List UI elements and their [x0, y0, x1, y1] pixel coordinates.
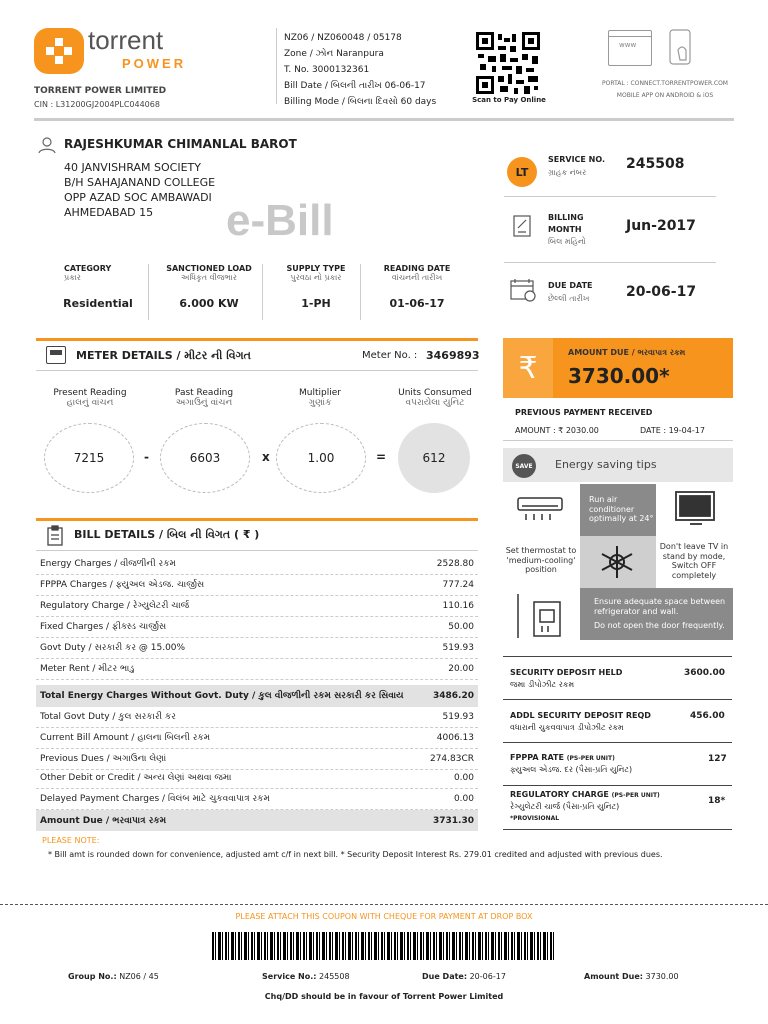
reg-value: 18* [708, 796, 726, 806]
category-label: CATEGORY [64, 264, 112, 273]
snowflake-icon [598, 544, 636, 584]
amount-due-row [36, 810, 478, 831]
tip-tv: Don't leave TV in stand by mode, Switch OFF completely [659, 542, 729, 580]
reg-label-text: REGULATORY CHARGE [510, 790, 609, 799]
supply-value: 1-PH [301, 297, 331, 310]
group-value: NZ06 / 45 [119, 972, 159, 981]
ac-icon [514, 494, 566, 528]
meter-no: 3469893 [426, 349, 480, 362]
reg-prov: *PROVISIONAL [510, 815, 560, 822]
mobile-app-icon [660, 28, 700, 68]
header-rule [34, 118, 734, 121]
customer-name: RAJESHKUMAR CHIMANLAL BAROT [64, 137, 297, 151]
sd-label: SECURITY DEPOSIT HELD [510, 668, 623, 677]
sd-value: 3600.00 [684, 668, 725, 678]
billing-label-1: BILLING [548, 213, 584, 222]
past-guj: અગાઉનું વાંચન [175, 398, 233, 408]
fppa-value: 127 [708, 754, 727, 764]
logo-sub: POWER [122, 56, 187, 71]
bill-row-label: Total Govt Duty / કુલ સરકારી કર [40, 712, 176, 722]
tip-ac: Run air conditioner optimally at 24° [589, 495, 654, 524]
company-name: TORRENT POWER LIMITED [34, 86, 167, 96]
bill-row [36, 728, 478, 749]
note-title: PLEASE NOTE: [42, 836, 100, 845]
meter-no-label: Meter No. : [362, 350, 418, 361]
coupon-amount-label: Amount Due: [584, 972, 643, 981]
supply-label: SUPPLY TYPE [286, 264, 346, 273]
bill-row [36, 749, 478, 770]
bill-row-value: 519.93 [442, 643, 474, 653]
app-info: MOBILE APP ON ANDROID & iOS [616, 92, 714, 99]
load-label: SANCTIONED LOAD [166, 264, 252, 273]
past-header [154, 388, 254, 408]
bill-title: BILL DETAILS / બિલ ની વિગત ( ₹ ) [74, 528, 260, 541]
bill-row-value: 50.00 [448, 622, 474, 632]
units-label: Units Consumed [398, 388, 472, 398]
reading-value: 01-06-17 [389, 297, 445, 310]
coupon-favour: Chq/DD should be in favour of Torrent Power Limited [264, 992, 504, 1001]
zone-code: NZ06 / NZ060048 / 05178 [284, 33, 402, 43]
billing-mode: Billing Mode / બિલના દિવસો 60 days [284, 97, 437, 107]
company-cin: CIN : L31200GJ2004PLC044068 [34, 100, 160, 109]
category-guj: પ્રકાર [64, 273, 81, 282]
coupon-amount-value: 3730.00 [645, 972, 679, 981]
supply-info [36, 264, 476, 324]
amount-due-row-label: Amount Due / ભરવાપાત્ર રકમ [40, 815, 167, 826]
zone: Zone / ઝોન Naranpura [284, 49, 384, 59]
meter-title: METER DETAILS / મીટર ની વિગત [76, 349, 251, 362]
bill-row [36, 707, 478, 728]
asd-value: 456.00 [690, 711, 725, 721]
coupon-due-value: 20-06-17 [469, 972, 506, 981]
present-header [40, 388, 140, 408]
bill-row-value: 0.00 [453, 773, 474, 783]
bill-row-value: 274.83CR [429, 754, 474, 764]
customer-address [64, 160, 215, 220]
bill-row [36, 638, 478, 659]
fppa-unit: (PS-PER UNIT) [566, 755, 615, 762]
tip-fridge-door: Do not open the door frequently. [594, 621, 725, 630]
tips-title: Energy saving tips [555, 458, 657, 471]
logo-icon [34, 28, 84, 74]
bill-row-value: 20.00 [448, 664, 474, 674]
bill-row [36, 789, 478, 810]
asd-label: ADDL SECURITY DEPOSIT REQD [510, 711, 651, 720]
fppa-label-text: FPPPA RATE [510, 753, 564, 762]
portal-url[interactable]: PORTAL : CONNECT.TORRENTPOWER.COM [602, 80, 728, 87]
past-reading: 6603 [160, 423, 250, 493]
bill-row [36, 575, 478, 596]
calendar-icon [510, 278, 536, 306]
web-portal-icon [608, 30, 652, 66]
rupee-icon: ₹ [503, 338, 553, 398]
bill-row-value: 0.00 [453, 794, 474, 804]
due-label: DUE DATE [548, 281, 593, 290]
billing-label-2: MONTH [548, 225, 582, 234]
coupon-group [68, 972, 159, 981]
address-line: 40 JANVISHRAM SOCIETY [64, 161, 201, 174]
bill-meta [284, 30, 436, 110]
present-reading: 7215 [44, 423, 134, 493]
bill-date: Bill Date / બિલની તારીખ 06-06-17 [284, 81, 426, 91]
service-guj: ગ્રાહક નંબર [548, 168, 587, 177]
prev-payment-date: DATE : 19-04-17 [640, 426, 705, 435]
multiplier: 1.00 [276, 423, 366, 493]
bill-icon [512, 214, 532, 242]
mult-label: Multiplier [299, 388, 341, 398]
amount-due-value: 3730.00* [568, 364, 670, 388]
sd-guj: જમા ડીપોઝીટ રકમ [510, 680, 575, 689]
bill-row-value: 519.93 [442, 712, 474, 722]
units-header [380, 388, 490, 408]
category-value: Residential [63, 297, 133, 310]
units-guj: વપરાયેલા યુનિટ [405, 398, 465, 408]
user-icon [38, 136, 56, 158]
mult-guj: ગુણાંક [308, 398, 332, 408]
service-label: SERVICE NO. [548, 155, 606, 164]
bill-row-label: Current Bill Amount / હાલના બિલની રકમ [40, 733, 211, 743]
prev-payment-amount: AMOUNT : ₹ 2030.00 [515, 426, 599, 435]
coupon-service [262, 972, 350, 981]
www-label: www [619, 41, 637, 49]
t-no: T. No. 3000132361 [284, 65, 370, 75]
cut-line [0, 904, 768, 905]
group-label: Group No.: [68, 972, 117, 981]
bill-row [36, 617, 478, 638]
tv-icon [672, 490, 720, 534]
service-no: 245508 [626, 156, 685, 172]
total-energy-value: 3486.20 [433, 691, 474, 701]
reg-unit: (PS-PER UNIT) [611, 792, 660, 799]
total-energy-label: Total Energy Charges Without Govt. Duty / કુલ વીજળીની રકમ સરકારી કર સિવાય [40, 691, 404, 701]
bill-row-label: Regulatory Charge / રેગ્યુલેટરી ચાર્જ [40, 601, 190, 611]
units-consumed: 612 [398, 423, 470, 493]
due-date: 20-06-17 [626, 284, 697, 300]
supply-guj: પુરવઠા નો પ્રકાર [290, 273, 342, 282]
load-guj: અધિકૃત વીજભાર [181, 273, 237, 282]
save-icon: SAVE [512, 454, 536, 478]
bill-row-label: Fixed Charges / ફીક્સ્ડ ચાર્જીસ [40, 622, 167, 632]
ebill-watermark: e-Bill [226, 196, 334, 245]
present-guj: હાલનું વાંચન [66, 398, 114, 408]
mult-header [270, 388, 370, 408]
coupon-service-label: Service No.: [262, 972, 317, 981]
bill-row [36, 768, 478, 789]
reg-guj: રેગ્યુલેટરી ચાર્જ (પૈસા-પ્રતિ યુનિટ) [510, 802, 620, 811]
prev-payment-title: PREVIOUS PAYMENT RECEIVED [515, 408, 653, 417]
load-value: 6.000 KW [179, 297, 239, 310]
bill-row-label: Meter Rent / મીટર ભાડુ [40, 664, 135, 674]
qr-code[interactable] [476, 32, 540, 94]
coupon-due-label: Due Date: [422, 972, 468, 981]
due-guj: છેલ્લી તારીખ [548, 294, 590, 303]
divider [276, 28, 277, 104]
fridge-icon [514, 592, 574, 644]
bill-row [36, 596, 478, 617]
amount-due-row-value: 3731.30 [433, 815, 474, 826]
reg-label [510, 790, 660, 799]
asd-guj: વધારાની ચુકવવાપાત્ર ડીપોઝીટ રકમ [510, 723, 624, 732]
barcode [212, 932, 556, 960]
present-label: Present Reading [53, 388, 127, 398]
address-line: AHMEDABAD 15 [64, 206, 154, 219]
tip-fridge-space: Ensure adequate space between refrigerator and wall. [594, 597, 726, 616]
fppa-guj: ફ્યુઅલ એડજ. દર (પૈસા-પ્રતિ યુનિટ) [510, 765, 633, 774]
note-text: * Bill amt is rounded down for convenience, adjusted amt c/f in next bill. * Security Deposit Interest Rs. 279.01 credited and adjusted with previous dues. [48, 850, 663, 859]
total-energy-row [36, 685, 478, 707]
coupon-amount [584, 972, 679, 981]
bill-row [36, 554, 478, 575]
bill-row-label: Energy Charges / વીજળીની રકમ [40, 559, 176, 569]
equals-sign: = [376, 450, 387, 464]
reading-label: READING DATE [383, 264, 451, 273]
bill-details-icon [46, 525, 64, 551]
coupon-service-value: 245508 [319, 972, 350, 981]
fppa-label [510, 753, 615, 762]
billing-label [548, 212, 584, 236]
billing-month: Jun-2017 [626, 218, 696, 234]
address-line: OPP AZAD SOC AMBAWADI [64, 191, 212, 204]
bill-row-value: 2528.80 [436, 559, 474, 569]
past-label: Past Reading [174, 388, 234, 398]
billing-guj: બિલ મહિનો [548, 237, 586, 246]
bill-row [36, 659, 478, 680]
bill-row-label: Govt Duty / સરકારી કર @ 15.00% [40, 643, 186, 653]
meter-icon [46, 346, 66, 364]
bill-row-value: 777.24 [442, 580, 474, 590]
bill-row-label: Other Debit or Credit / અન્ય લેણાં અથવા જમા [40, 773, 232, 783]
address-line: B/H SAHAJANAND COLLEGE [64, 176, 216, 189]
reading-guj: વાંચનની તારીખ [391, 273, 443, 282]
tip-thermostat: Set thermostat to 'medium-cooling' position [505, 546, 577, 575]
times-sign: x [262, 450, 270, 464]
bill-row-label: FPPPA Charges / ફ્યુઅલ એડજ. ચાર્જીસ [40, 580, 205, 590]
amount-due-label: AMOUNT DUE / ભરવાપાત્ર રકમ [568, 348, 686, 357]
lt-badge: LT [507, 157, 537, 187]
logo-wordmark: torrent [88, 25, 164, 55]
bill-row-label: Delayed Payment Charges / વિલંબ માટે ચુકવવાપાત્ર રકમ [40, 794, 270, 804]
bill-row-value: 110.16 [442, 601, 474, 611]
coupon-notice: PLEASE ATTACH THIS COUPON WITH CHEQUE FOR PAYMENT AT DROP BOX [235, 912, 533, 921]
minus-sign: - [144, 450, 149, 464]
bill-row-value: 4006.13 [436, 733, 474, 743]
qr-label: Scan to Pay Online [472, 96, 546, 104]
coupon-due [422, 972, 506, 981]
bill-row-label: Previous Dues / અગાઉના લેણાં [40, 754, 167, 764]
